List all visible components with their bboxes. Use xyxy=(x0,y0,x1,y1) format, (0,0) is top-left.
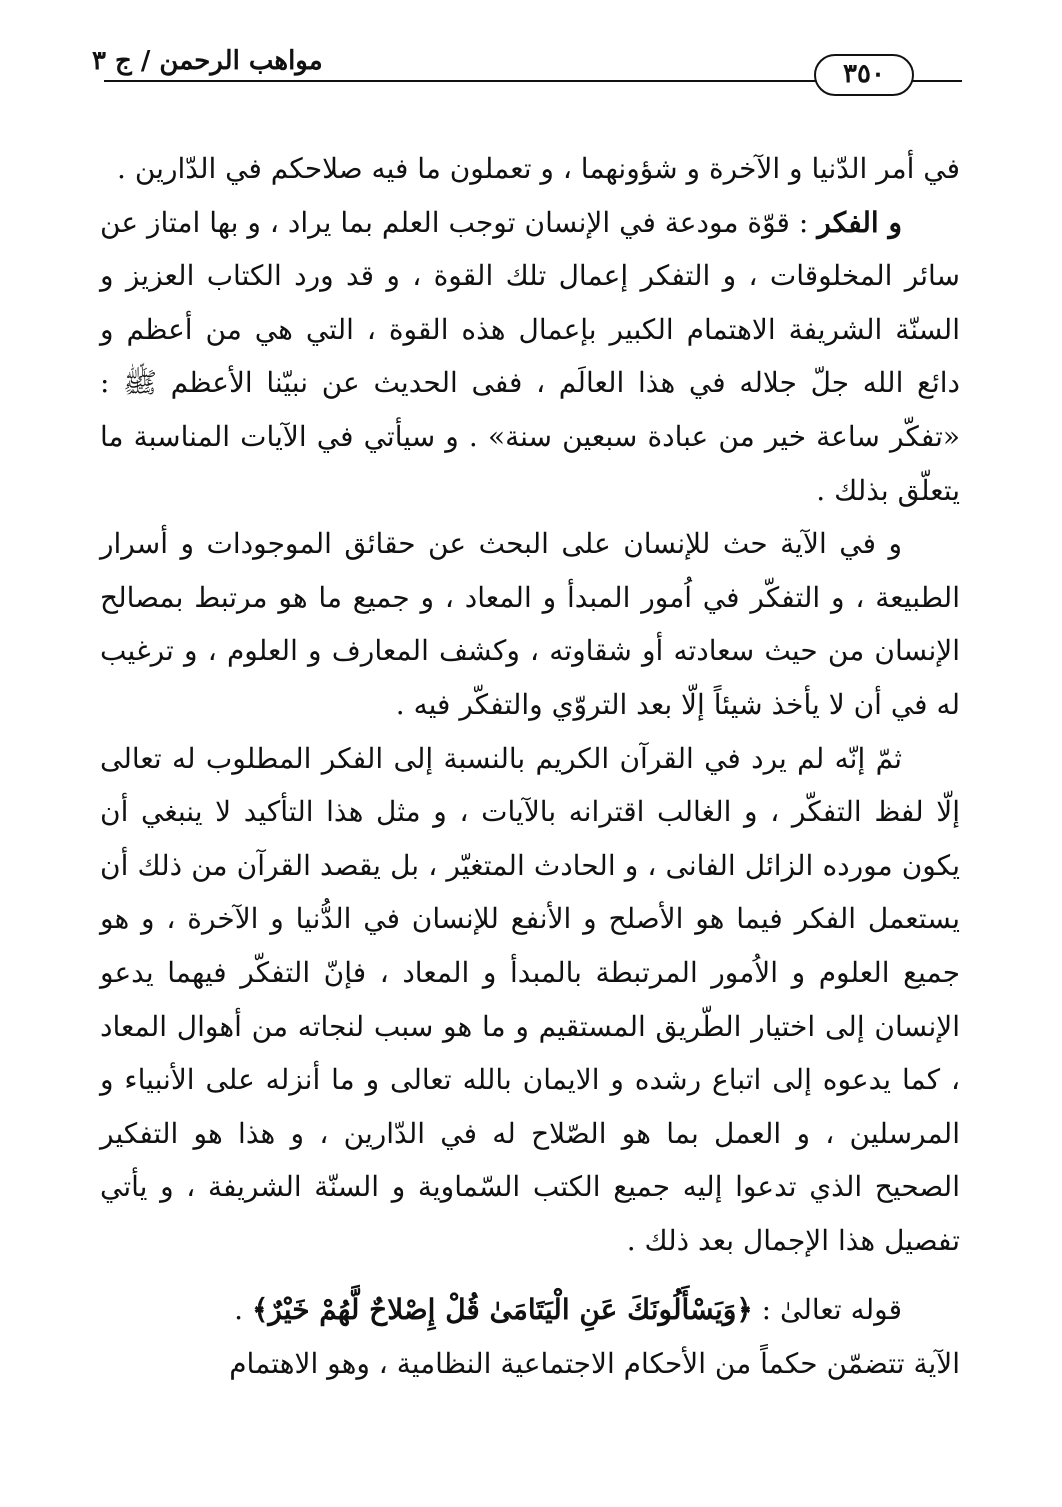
paragraph-text: : قوّة مودعة في الإنسان توجب العلم بما يراد ، و بها امتاز عن سائر المخلوقات ، و التفكر إعمال تلك القوة ، و قد ورد الكتاب العزيز و السنّة الشريفة الاهتمام الكبير بإعمال هذه القوة ، التي هي من أعظم و دائع الله جلّ جلاله في هذا العالَم ، ففى الحديث عن نبيّنا الأعظم ﷺ : «تفكّر ساعة خير من عبادة سبعين سنة» . و سيأتي في الآيات المناسبة ما يتعلّق بذلك . xyxy=(100,205,960,507)
paragraph-text: ثمّ إنّه لم يرد في القرآن الكريم بالنسبة إلى الفكر المطلوب له تعالى إلّا لفظ التفكّر ، و الغالب اقترانه بالآيات ، و مثل هذا التأكيد لا ينبغي أن يكون مورده الزائل الفانى ، و الحادث المتغيّر ، بل يقصد القرآن من ذلك أن يستعمل الفكر فيما هو الأصلح و الأنفع للإنسان في الدُّنيا و الآخرة ، و هو جميع العلوم و الاُمور المرتبطة بالمبدأ و المعاد ، فإنّ التفكّر فيهما يدعو الإنسان إلى اختيار الطّريق المستقيم و ما هو سبب لنجاته من أهوال المعاد ، كما يدعوه إلى اتباع رشده و الايمان بالله تعالى و ما أنزله على الأنبياء و المرسلين ، و العمل بما هو الصّلاح له في الدّارين ، و هذا هو التفكير الصحيح الذي تدعوا إليه جميع الكتب السّماوية و السنّة الشريفة ، و يأتي تفصيل هذا الإجمال بعد ذلك . xyxy=(100,741,960,1257)
paragraph-verse-encouragement xyxy=(100,517,960,731)
quran-verse: ﴿وَيَسْأَلُونَكَ عَنِ الْيَتَامَىٰ قُلْ إِصْلاحٌ لَّهُمْ خَيْرٌ﴾ xyxy=(251,1293,753,1327)
paragraph-verse-commentary xyxy=(100,1337,960,1391)
page-number-badge: ٣٥٠ xyxy=(814,54,914,96)
verse-end: . xyxy=(234,1293,252,1327)
verse-intro: قوله تعالىٰ : xyxy=(752,1293,902,1327)
running-title: مواهب الرحمن / ج ٣ xyxy=(92,46,323,76)
paragraph-lead-term: و الفكر xyxy=(817,205,902,239)
paragraph-text: في أمر الدّنيا و الآخرة و شؤونهما ، و تعملون ما فيه صلاحكم في الدّارين . xyxy=(117,152,960,185)
body-text xyxy=(100,142,960,1391)
paragraph-text: و في الآية حث للإنسان على البحث عن حقائق الموجودات و أسرار الطبيعة ، و التفكّر في اُمور المبدأ و المعاد ، و جميع ما هو مرتبط بمصالح الإنسان من حيث سعادته أو شقاوته ، وكشف المعارف و العلوم ، و ترغيب له في أن لا يأخذ شيئاً إلّا بعد التروّي والتفكّر فيه . xyxy=(100,527,960,721)
page-header xyxy=(92,44,962,94)
paragraph-tafakkur xyxy=(100,732,960,1268)
paragraph-text: الآية تتضمّن حكماً من الأحكام الاجتماعية النظامية ، وهو الاهتمام xyxy=(229,1347,960,1381)
verse-heading xyxy=(100,1283,960,1337)
paragraph-continuation xyxy=(100,142,960,196)
paragraph-definition-thought xyxy=(100,196,960,518)
